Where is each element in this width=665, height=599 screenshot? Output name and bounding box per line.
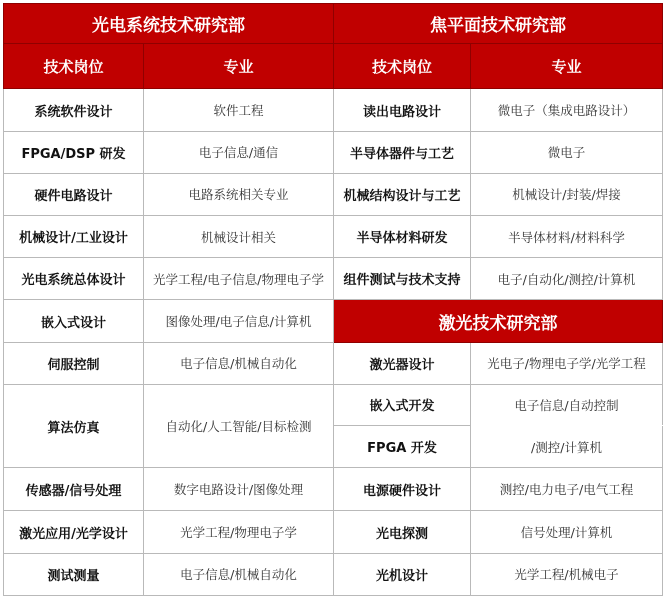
left-major-4: 机械设计相关 (144, 216, 334, 258)
left-major-3: 电路系统相关专业 (144, 173, 334, 215)
left-major-5: 光学工程/电子信息/物理电子学 (144, 258, 334, 300)
left-position-8: 算法仿真 (4, 384, 144, 467)
laser-major-2-line2: /测控/计算机 (471, 426, 663, 468)
header-major-left: 专业 (144, 44, 334, 89)
header-position-left: 技术岗位 (4, 44, 144, 89)
left-position-10: 激光应用/光学设计 (4, 511, 144, 553)
right-major-3: 机械设计/封装/焊接 (471, 173, 663, 215)
header-major-right: 专业 (471, 44, 663, 89)
left-position-11: 测试测量 (4, 553, 144, 595)
left-major-1: 软件工程 (144, 89, 334, 131)
right-major-2: 微电子 (471, 131, 663, 173)
left-major-7: 电子信息/机械自动化 (144, 342, 334, 384)
right-position-4: 半导体材料研发 (334, 216, 471, 258)
laser-position-4: 电源硬件设计 (334, 468, 471, 511)
laser-position-6: 光机设计 (334, 553, 471, 595)
laser-position-3: FPGA 开发 (334, 426, 471, 468)
left-position-9: 传感器/信号处理 (4, 468, 144, 511)
laser-major-4: 测控/电力电子/电气工程 (471, 468, 663, 511)
right-position-3: 机械结构设计与工艺 (334, 173, 471, 215)
left-position-3: 硬件电路设计 (4, 173, 144, 215)
dept-title-laser: 激光技术研究部 (334, 300, 663, 342)
laser-major-5: 信号处理/计算机 (471, 511, 663, 553)
header-position-right: 技术岗位 (334, 44, 471, 89)
dept-title-focal-plane: 焦平面技术研究部 (334, 4, 663, 44)
left-major-2: 电子信息/通信 (144, 131, 334, 173)
left-position-6: 嵌入式设计 (4, 300, 144, 342)
recruitment-table (3, 3, 663, 596)
right-position-2: 半导体器件与工艺 (334, 131, 471, 173)
right-position-5: 组件测试与技术支持 (334, 258, 471, 300)
laser-major-6: 光学工程/机械电子 (471, 553, 663, 595)
right-major-5: 电子/自动化/测控/计算机 (471, 258, 663, 300)
left-position-7: 伺服控制 (4, 342, 144, 384)
laser-position-1: 激光器设计 (334, 342, 471, 384)
laser-position-2: 嵌入式开发 (334, 384, 471, 425)
right-major-1: 微电子（集成电路设计） (471, 89, 663, 131)
laser-major-1: 光电子/物理电子学/光学工程 (471, 342, 663, 384)
laser-major-2-line1: 电子信息/自动控制 (471, 384, 663, 425)
left-major-6: 图像处理/电子信息/计算机 (144, 300, 334, 342)
left-position-4: 机械设计/工业设计 (4, 216, 144, 258)
left-major-10: 光学工程/物理电子学 (144, 511, 334, 553)
left-position-5: 光电系统总体设计 (4, 258, 144, 300)
left-position-2: FPGA/DSP 研发 (4, 131, 144, 173)
left-position-1: 系统软件设计 (4, 89, 144, 131)
laser-position-5: 光电探测 (334, 511, 471, 553)
right-position-1: 读出电路设计 (334, 89, 471, 131)
left-major-8: 自动化/人工智能/目标检测 (144, 384, 334, 467)
left-major-9: 数字电路设计/图像处理 (144, 468, 334, 511)
right-major-4: 半导体材料/材料科学 (471, 216, 663, 258)
dept-title-optoelectronic: 光电系统技术研究部 (4, 4, 334, 44)
left-major-11: 电子信息/机械自动化 (144, 553, 334, 595)
